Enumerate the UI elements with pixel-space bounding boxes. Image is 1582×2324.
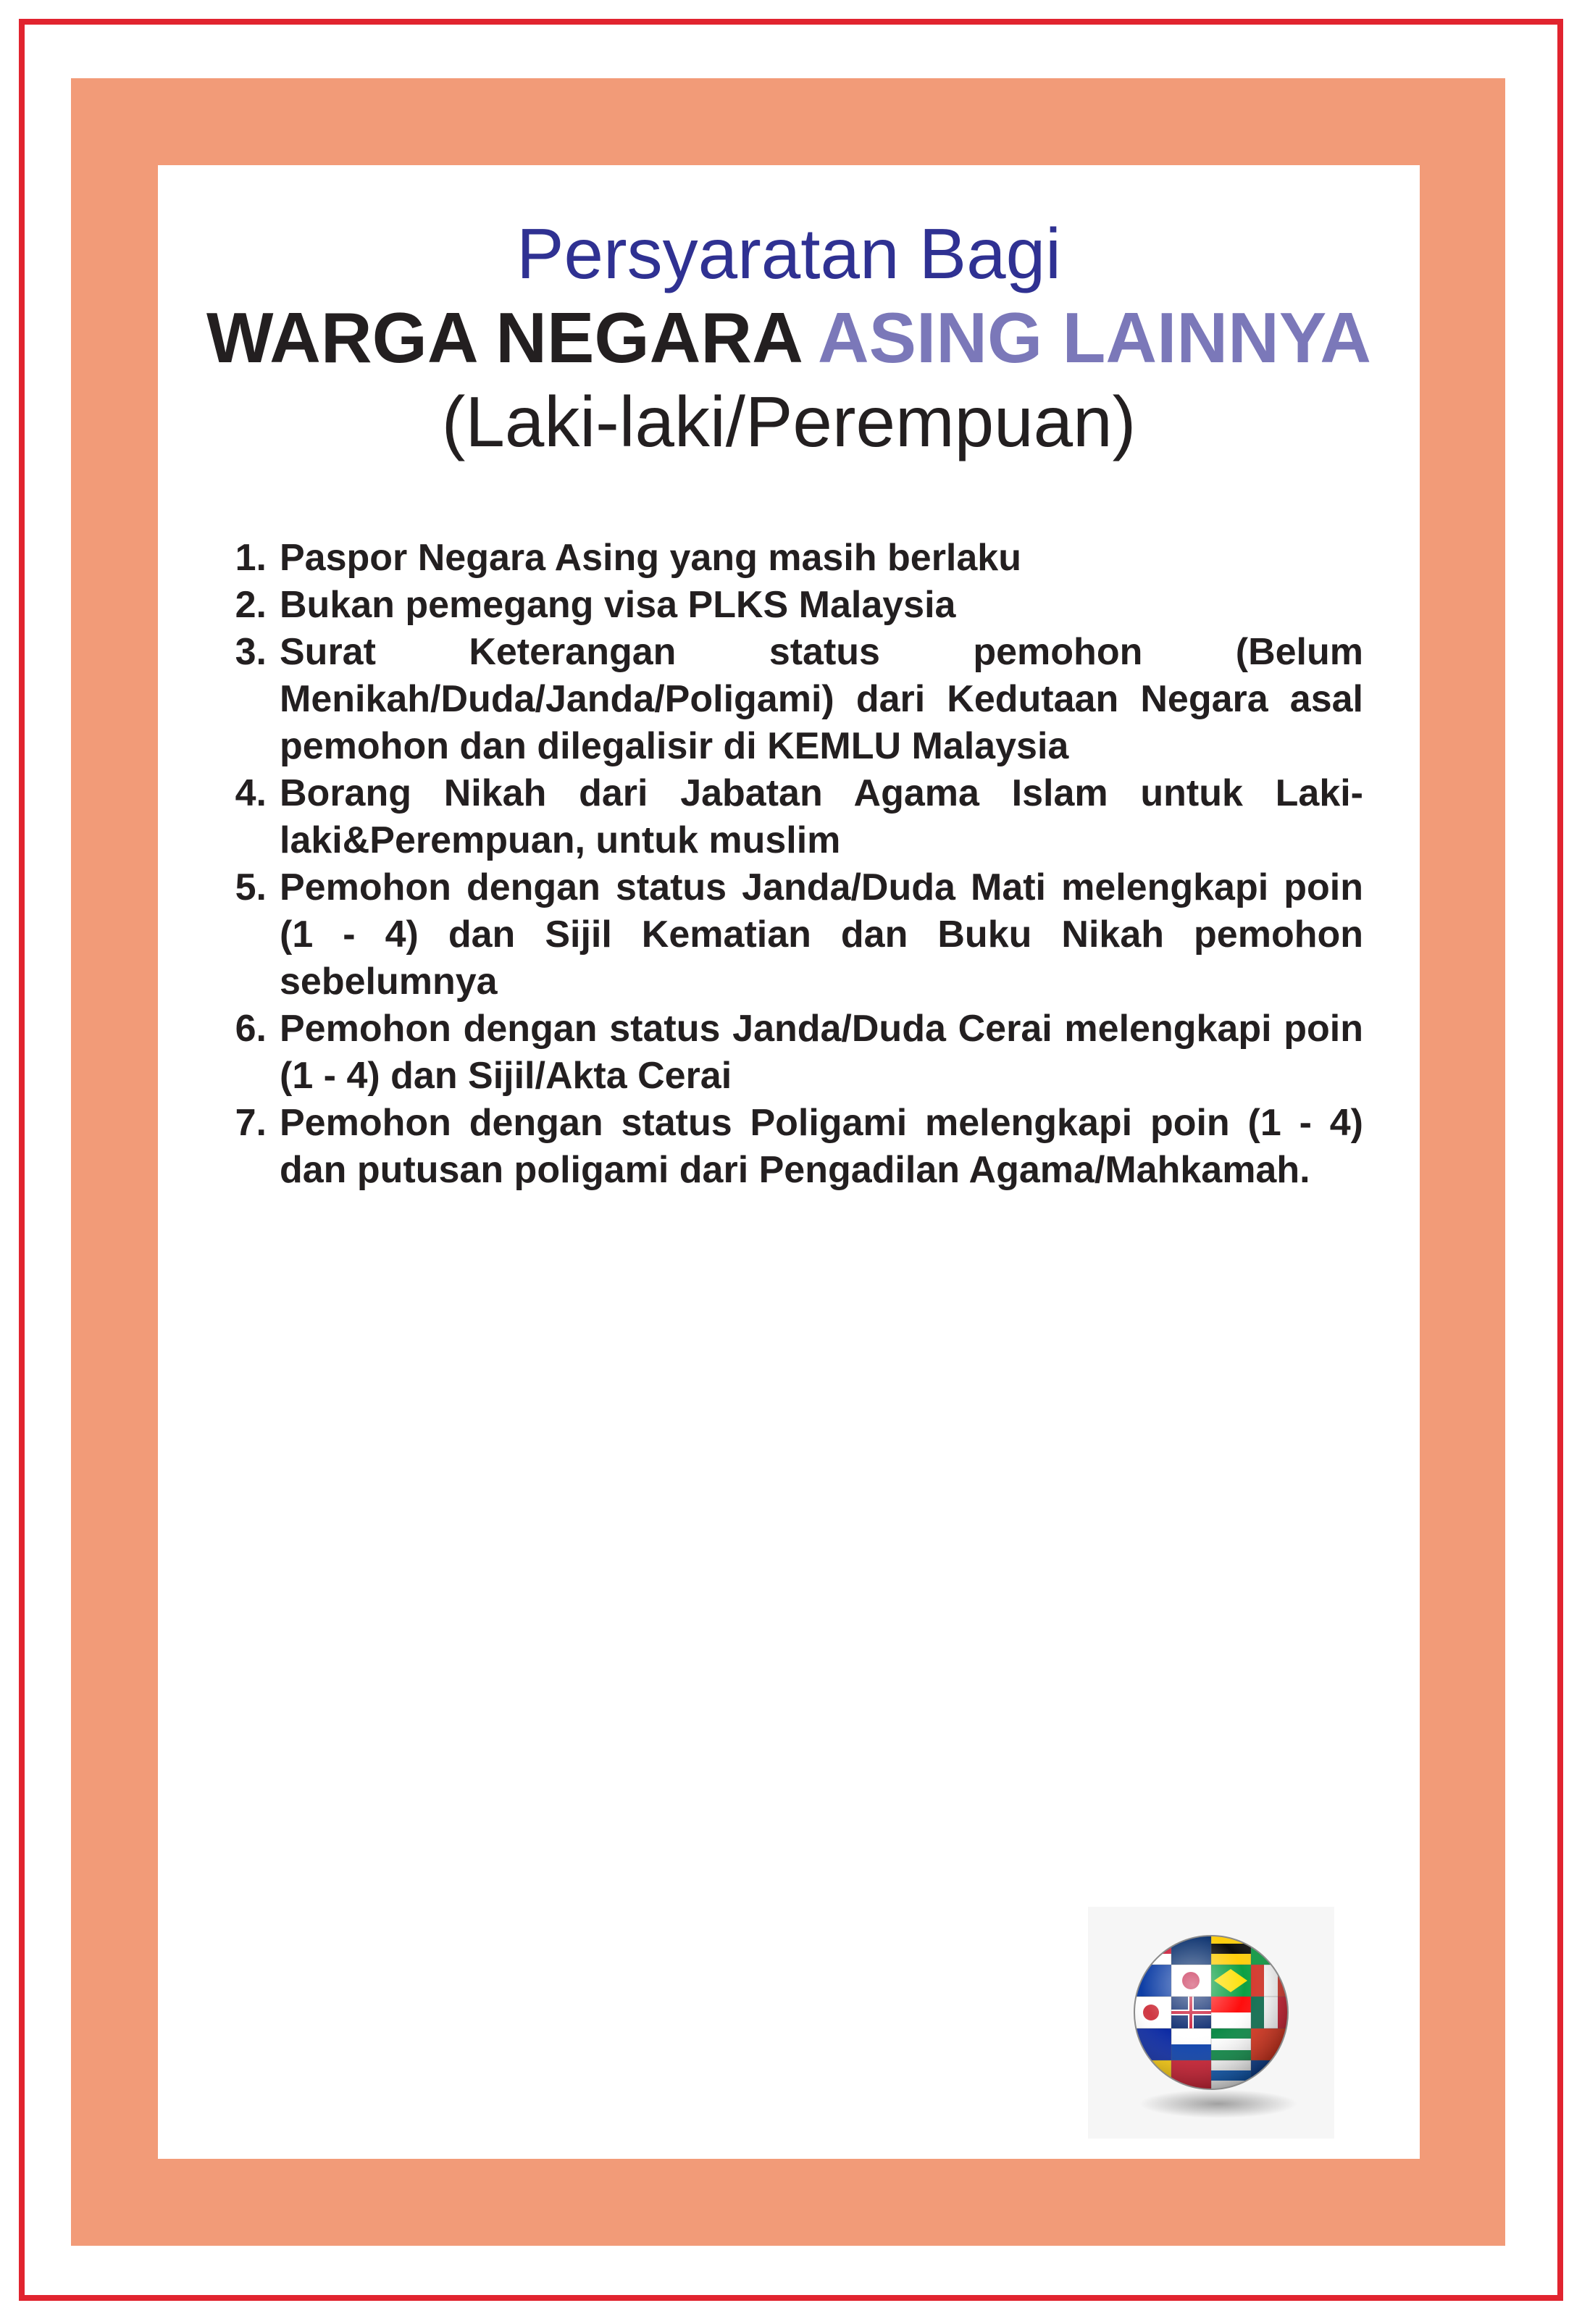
item-number: 3. xyxy=(235,631,267,673)
item-text: Bukan pemegang visa PLKS Malaysia xyxy=(280,584,956,626)
list-item xyxy=(223,770,1363,864)
title-line-3: (Laki-laki/Perempuan) xyxy=(441,382,1137,461)
title-part-warga-negara: WARGA NEGARA xyxy=(206,298,818,377)
list-item xyxy=(223,629,1363,770)
requirements-list xyxy=(223,535,1363,1194)
flag-globe-icon xyxy=(1131,1933,1291,2092)
globe-image-area xyxy=(1088,1907,1334,2139)
item-number: 6. xyxy=(235,1008,267,1050)
list-item xyxy=(223,535,1363,582)
title-part-asing-lainnya: ASING LAINNYA xyxy=(817,298,1372,377)
list-item xyxy=(223,1006,1363,1100)
item-text: Borang Nikah dari Jabatan Agama Islam untuk Laki-laki&Perempuan, untuk muslim xyxy=(280,772,1363,861)
item-number: 7. xyxy=(235,1102,267,1144)
list-item xyxy=(223,1100,1363,1194)
item-text: Paspor Negara Asing yang masih berlaku xyxy=(280,537,1021,579)
item-text: Surat Keterangan status pemohon (Belum Menikah/Duda/Janda/Poligami) dari Kedutaan Negara asal pemohon dan dilegalisir di KEMLU Malaysia xyxy=(280,631,1363,767)
content-card xyxy=(158,165,1420,2159)
item-text: Pemohon dengan status Poligami melengkapi poin (1 - 4) dan putusan poligami dari Pengadilan Agama/Mahkamah. xyxy=(280,1102,1363,1191)
item-number: 4. xyxy=(235,772,267,814)
item-number: 1. xyxy=(235,537,267,579)
item-number: 2. xyxy=(235,584,267,626)
item-text: Pemohon dengan status Janda/Duda Cerai melengkapi poin (1 - 4) dan Sijil/Akta Cerai xyxy=(280,1008,1363,1097)
title-line-2 xyxy=(158,294,1420,381)
title-line-1: Persyaratan Bagi xyxy=(516,214,1061,293)
list-item xyxy=(223,582,1363,629)
title-block xyxy=(158,213,1420,462)
list-item xyxy=(223,864,1363,1006)
item-text: Pemohon dengan status Janda/Duda Mati melengkapi poin (1 - 4) dan Sijil Kematian dan Buku Nikah pemohon sebelumnya xyxy=(280,866,1363,1003)
item-number: 5. xyxy=(235,866,267,908)
globe-shadow xyxy=(1139,2089,1298,2118)
